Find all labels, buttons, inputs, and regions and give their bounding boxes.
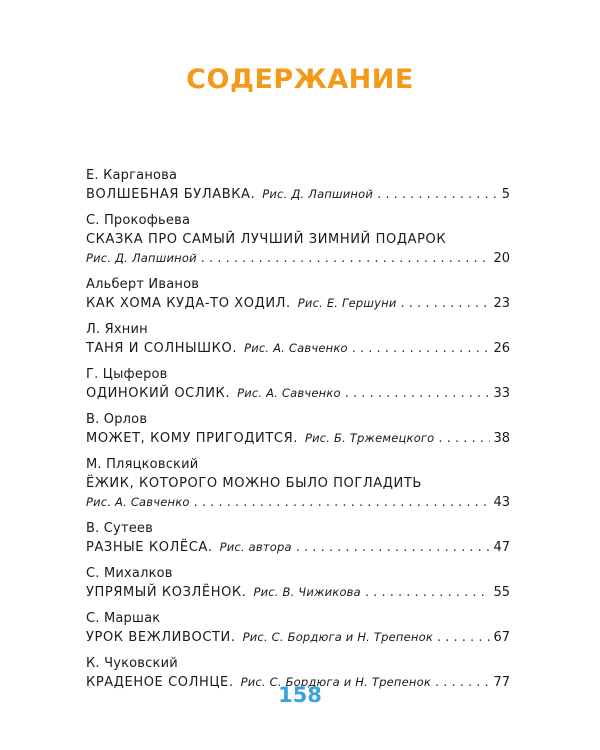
toc-entry bbox=[86, 365, 510, 403]
toc-line bbox=[86, 294, 510, 313]
dot-leader bbox=[438, 429, 490, 448]
toc-line bbox=[86, 538, 510, 557]
work-title: СКАЗКА ПРО САМЫЙ ЛУЧШИЙ ЗИМНИЙ ПОДАРОК bbox=[86, 232, 447, 247]
toc-line bbox=[86, 628, 510, 647]
dot-leader bbox=[401, 294, 491, 313]
page-ref: 33 bbox=[493, 386, 510, 401]
dot-leader bbox=[345, 384, 491, 403]
toc-entry bbox=[86, 410, 510, 448]
toc-entry bbox=[86, 211, 510, 268]
illustrator: Рис. Д. Лапшиной bbox=[262, 187, 374, 201]
work-title: РАЗНЫЕ КОЛЁСА. bbox=[86, 540, 213, 555]
toc-entry bbox=[86, 609, 510, 647]
toc-line bbox=[86, 583, 510, 602]
illustrator: Рис. Д. Лапшиной bbox=[86, 251, 197, 265]
page-ref: 20 bbox=[493, 251, 510, 266]
author-name: В. Орлов bbox=[86, 412, 148, 427]
work-title: ЁЖИК, КОТОРОГО МОЖНО БЫЛО ПОГЛАДИТЬ bbox=[86, 476, 422, 491]
dot-leader bbox=[296, 538, 491, 557]
illustrator: Рис. В. Чижикова bbox=[253, 585, 361, 599]
author-name: Е. Карганова bbox=[86, 168, 178, 183]
dot-leader bbox=[365, 583, 491, 602]
dot-leader bbox=[194, 493, 491, 512]
illustrator: Рис. Е. Гершуни bbox=[297, 296, 397, 310]
page-number: 158 bbox=[278, 683, 322, 707]
toc-entry bbox=[86, 455, 510, 512]
page-ref: 55 bbox=[493, 585, 510, 600]
toc-line bbox=[86, 384, 510, 403]
work-title: КРАДЕНОЕ СОЛНЦЕ. bbox=[86, 675, 234, 690]
work-title: УПРЯМЫЙ КОЗЛЁНОК. bbox=[86, 585, 247, 600]
author-name: Л. Яхнин bbox=[86, 322, 148, 337]
toc-line bbox=[86, 339, 510, 358]
illustrator: Рис. Б. Тржемецкого bbox=[304, 431, 435, 445]
author-name: С. Прокофьева bbox=[86, 213, 191, 228]
author-name: К. Чуковский bbox=[86, 656, 178, 671]
dot-leader bbox=[437, 628, 490, 647]
illustrator: Рис. С. Бордюга и Н. Трепенок bbox=[240, 675, 431, 689]
toc-entry bbox=[86, 519, 510, 557]
work-title: ТАНЯ И СОЛНЫШКО. bbox=[86, 341, 238, 356]
author-name: Альберт Иванов bbox=[86, 277, 200, 292]
toc-entry bbox=[86, 275, 510, 313]
toc-entry bbox=[86, 320, 510, 358]
dot-leader bbox=[377, 185, 499, 204]
illustrator: Рис. А. Савченко bbox=[86, 495, 190, 509]
work-title: МОЖЕТ, КОМУ ПРИГОДИТСЯ. bbox=[86, 431, 298, 446]
illustrator: Рис. А. Савченко bbox=[237, 386, 341, 400]
page-title: СОДЕРЖАНИЕ bbox=[186, 64, 414, 95]
page-ref: 26 bbox=[493, 341, 510, 356]
page-ref: 67 bbox=[493, 630, 510, 645]
page-ref: 47 bbox=[493, 540, 510, 555]
toc-line bbox=[86, 249, 510, 268]
toc-line bbox=[86, 493, 510, 512]
work-title: ОДИНОКИЙ ОСЛИК. bbox=[86, 386, 231, 401]
page-ref: 77 bbox=[493, 675, 510, 690]
toc-line bbox=[86, 185, 510, 204]
page-ref: 23 bbox=[493, 296, 510, 311]
work-title: ВОЛШЕБНАЯ БУЛАВКА. bbox=[86, 187, 256, 202]
page-ref: 5 bbox=[501, 187, 510, 202]
author-name: Г. Цыферов bbox=[86, 367, 168, 382]
author-name: С. Михалков bbox=[86, 566, 173, 581]
illustrator: Рис. С. Бордюга и Н. Трепенок bbox=[242, 630, 433, 644]
author-name: В. Сутеев bbox=[86, 521, 153, 536]
toc-line bbox=[86, 429, 510, 448]
author-name: М. Пляцковский bbox=[86, 457, 199, 472]
toc-entry bbox=[86, 564, 510, 602]
dot-leader bbox=[201, 249, 491, 268]
page-ref: 43 bbox=[493, 495, 510, 510]
illustrator: Рис. А. Савченко bbox=[244, 341, 348, 355]
work-title: КАК ХОМА КУДА-ТО ХОДИЛ. bbox=[86, 296, 291, 311]
toc-entry bbox=[86, 166, 510, 204]
author-name: С. Маршак bbox=[86, 611, 161, 626]
work-title: УРОК ВЕЖЛИВОСТИ. bbox=[86, 630, 236, 645]
page-ref: 38 bbox=[493, 431, 510, 446]
illustrator: Рис. автора bbox=[219, 540, 292, 554]
dot-leader bbox=[352, 339, 491, 358]
table-of-contents bbox=[86, 166, 510, 699]
